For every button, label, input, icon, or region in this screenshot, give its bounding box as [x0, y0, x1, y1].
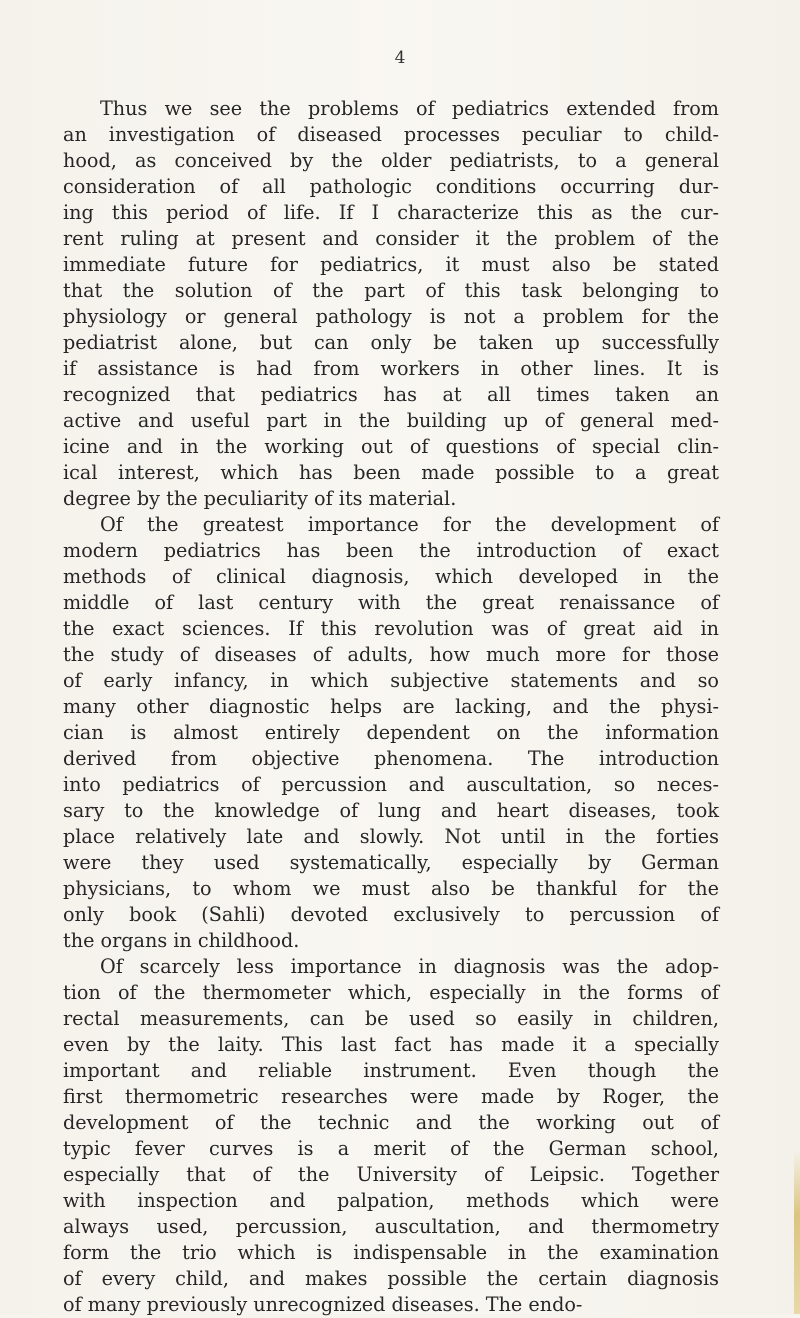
text-line: Of the greatest importance for the development of — [100, 513, 719, 536]
text-line: typic fever curves is a merit of the German school, — [63, 1137, 719, 1160]
text-line: of early infancy, in which subjective statements and so — [63, 669, 719, 692]
text-line: first thermometric researches were made by Roger, the — [63, 1085, 719, 1108]
text-line: Of scarcely less importance in diagnosis was the adop- — [100, 955, 719, 978]
page-edge-stain — [794, 1150, 800, 1314]
text-line: derived from objective phenomena. The introduction — [63, 747, 719, 770]
text-line: rectal measurements, can be used so easily in children, — [63, 1007, 719, 1030]
text-line: degree by the peculiarity of its material. — [63, 487, 457, 510]
text-line: ing this period of life. If I characterize this as the cur- — [63, 201, 719, 224]
text-line: an investigation of diseased processes peculiar to child- — [63, 123, 719, 146]
text-line: physiology or general pathology is not a problem for the — [63, 305, 719, 328]
text-line: the study of diseases of adults, how much more for those — [63, 643, 719, 666]
text-line: place relatively late and slowly. Not until in the forties — [63, 825, 719, 848]
text-line: that the solution of the part of this task belonging to — [63, 279, 719, 302]
text-line: modern pediatrics has been the introduction of exact — [63, 539, 719, 562]
text-line: consideration of all pathologic conditions occurring dur- — [63, 175, 719, 198]
text-line: middle of last century with the great renaissance of — [63, 591, 719, 614]
text-line: sary to the knowledge of lung and heart diseases, took — [63, 799, 719, 822]
text-line: only book (Sahli) devoted exclusively to percussion of — [63, 903, 719, 926]
text-line: hood, as conceived by the older pediatrists, to a general — [63, 149, 719, 172]
text-line: the organs in childhood. — [63, 929, 300, 952]
text-line: into pediatrics of percussion and auscultation, so neces- — [63, 773, 719, 796]
text-line: always used, percussion, auscultation, and thermometry — [63, 1215, 719, 1238]
text-line: of many previously unrecognized diseases. The endo- — [63, 1293, 583, 1316]
text-line: immediate future for pediatrics, it must also be stated — [63, 253, 719, 276]
text-line: if assistance is had from workers in other lines. It is — [63, 357, 719, 380]
text-line: the exact sciences. If this revolution was of great aid in — [63, 617, 719, 640]
text-line: recognized that pediatrics has at all times taken an — [63, 383, 719, 406]
text-line: were they used systematically, especially by German — [63, 851, 719, 874]
text-line: methods of clinical diagnosis, which developed in the — [63, 565, 719, 588]
text-line: tion of the thermometer which, especially in the forms of — [63, 981, 719, 1004]
text-line: development of the technic and the working out of — [63, 1111, 719, 1134]
text-line: icine and in the working out of questions of special clin- — [63, 435, 719, 458]
text-line: ical interest, which has been made possible to a great — [63, 461, 719, 484]
text-line: cian is almost entirely dependent on the information — [63, 721, 719, 744]
text-line: with inspection and palpation, methods which were — [63, 1189, 719, 1212]
text-line: physicians, to whom we must also be thankful for the — [63, 877, 719, 900]
text-line: even by the laity. This last fact has made it a specially — [63, 1033, 719, 1056]
text-line: form the trio which is indispensable in the examination — [63, 1241, 719, 1264]
body-text — [63, 96, 719, 1318]
text-line: Thus we see the problems of pediatrics extended from — [100, 97, 719, 120]
page-number: 4 — [394, 48, 406, 68]
text-line: pediatrist alone, but can only be taken up successfully — [63, 331, 719, 354]
text-line: important and reliable instrument. Even though the — [63, 1059, 719, 1082]
text-line: many other diagnostic helps are lacking, and the physi- — [63, 695, 719, 718]
text-line: rent ruling at present and consider it the problem of the — [63, 227, 719, 250]
text-line: of every child, and makes possible the certain diagnosis — [63, 1267, 719, 1290]
text-line: especially that of the University of Leipsic. Together — [63, 1163, 719, 1186]
text-line: active and useful part in the building up of general med- — [63, 409, 719, 432]
